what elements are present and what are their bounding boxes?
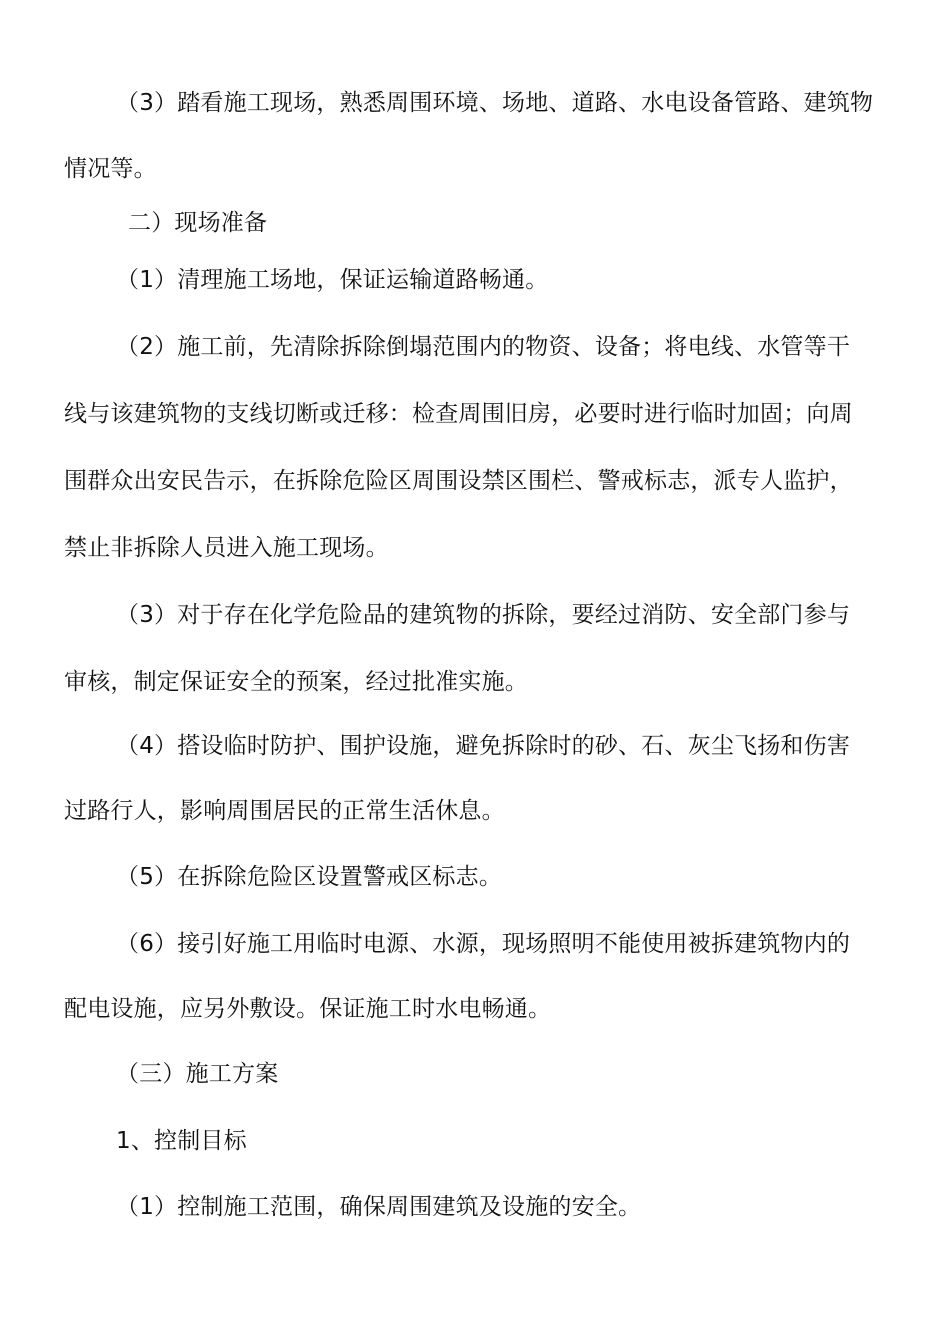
- text-line: 过路行人，影响周围居民的正常生活休息。: [64, 798, 505, 824]
- text-line: （6）接引好施工用临时电源、水源，现场照明不能使用被拆建筑物内的: [116, 931, 851, 957]
- text-line: 配电设施，应另外敷设。保证施工时水电畅通。: [64, 996, 552, 1022]
- text-line: （3）踏看施工现场，熟悉周围环境、场地、道路、水电设备管路、建筑物: [116, 90, 874, 116]
- text-line: （5）在拆除危险区设置警戒区标志。: [116, 864, 503, 890]
- text-line: 围群众出安民告示，在拆除危险区周围设禁区围栏、警戒标志，派专人监护，: [64, 468, 853, 494]
- subsection-heading: 1、控制目标: [116, 1128, 247, 1154]
- text-line: （3）对于存在化学危险品的建筑物的拆除，要经过消防、安全部门参与: [116, 602, 851, 628]
- text-line: 情况等。: [64, 156, 157, 182]
- text-line: （2）施工前，先清除拆除倒塌范围内的物资、设备；将电线、水管等干: [116, 334, 851, 360]
- text-line: （1）清理施工场地，保证运输道路畅通。: [116, 267, 549, 293]
- section-heading: （三）施工方案: [116, 1061, 279, 1087]
- section-heading: 二）现场准备: [128, 210, 268, 236]
- text-line: 线与该建筑物的支线切断或迁移：检查周围旧房，必要时进行临时加固；向周: [64, 401, 853, 427]
- text-line: 审核，制定保证安全的预案，经过批准实施。: [64, 669, 528, 695]
- text-line: 禁止非拆除人员进入施工现场。: [64, 535, 389, 561]
- text-line: （4）搭设临时防护、围护设施，避免拆除时的砂、石、灰尘飞扬和伤害: [116, 733, 851, 759]
- text-line: （1）控制施工范围，确保周围建筑及设施的安全。: [116, 1194, 642, 1220]
